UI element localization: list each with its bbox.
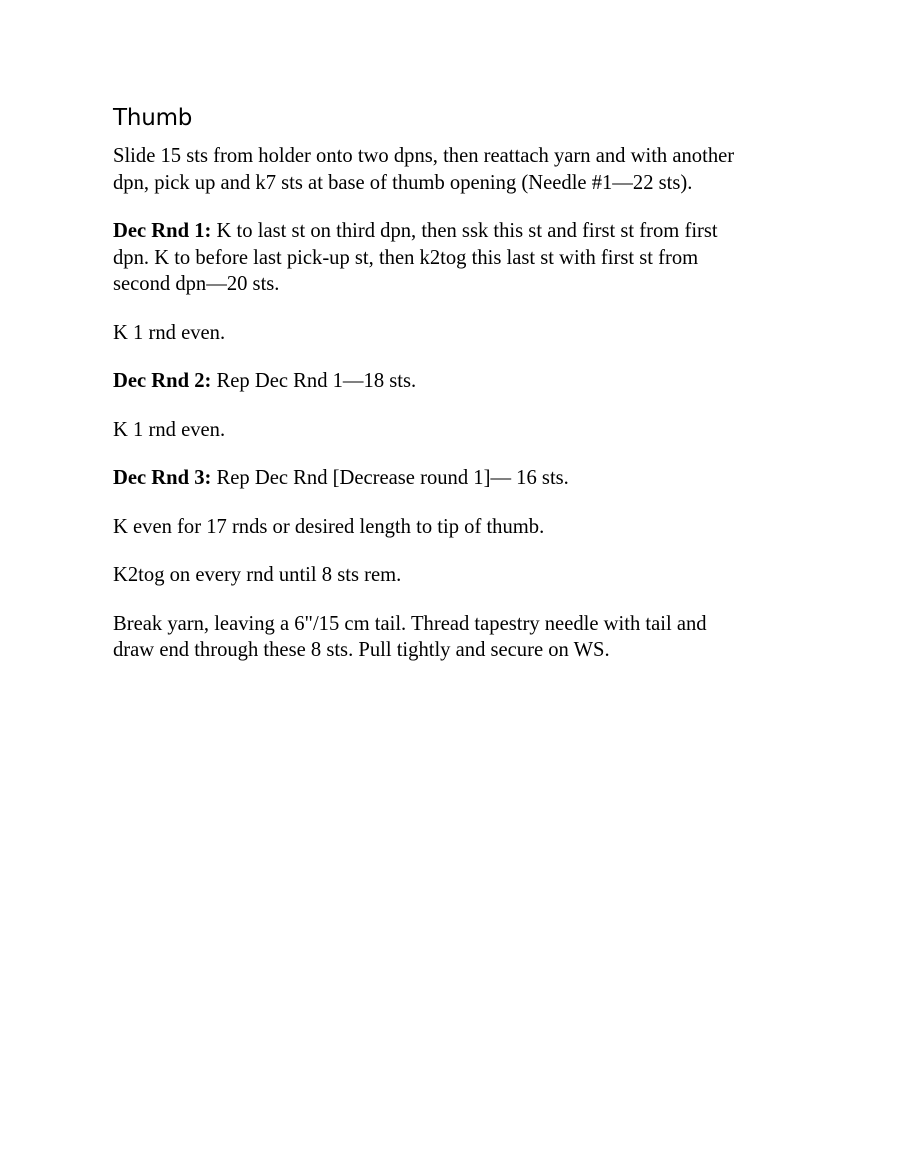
paragraph-label: Dec Rnd 2: [113,370,212,392]
paragraph-knit-even-1 [113,320,803,347]
paragraph-text: Rep Dec Rnd 1—18 sts. [211,370,417,392]
paragraph-text: Break yarn, leaving a 6"/15 cm tail. Thread tapestry needle with tail and draw end through these 8 sts. Pull tightly and secure on WS. [113,612,707,661]
paragraph-slide-stitches [113,143,803,196]
paragraph-text: K 1 rnd even. [113,418,226,441]
paragraph-dec-rnd-2 [113,368,803,395]
section-heading: Thumb [113,105,193,131]
paragraph-label: Dec Rnd 1: [113,220,212,242]
document-content [113,102,803,686]
paragraph-text: K even for 17 rnds or desired length to tip of thumb. [113,515,545,538]
paragraph-text: K 1 rnd even. [113,321,226,344]
paragraph-dec-rnd-3 [113,465,803,492]
paragraph-knit-even-2 [113,417,803,444]
paragraph-dec-rnd-1 [113,218,803,298]
paragraph-knit-to-tip [113,514,803,541]
paragraph-text: K to last st on third dpn, then ssk this st and first st from first dpn. K to before last pick-up st, then k2tog this last st with first st from second dpn—20 sts. [113,220,718,295]
paragraph-text: Rep Dec Rnd [Decrease round 1]— 16 sts. [211,467,569,489]
paragraph-break-yarn [113,611,803,664]
paragraph-label: Dec Rnd 3: [113,467,212,489]
paragraph-k2tog [113,562,803,589]
paragraph-text: Slide 15 sts from holder onto two dpns, then reattach yarn and with another dpn, pick up and k7 sts at base of thumb opening (Needle #1—22 sts). [113,145,735,194]
paragraph-text: K2tog on every rnd until 8 sts rem. [113,564,402,586]
